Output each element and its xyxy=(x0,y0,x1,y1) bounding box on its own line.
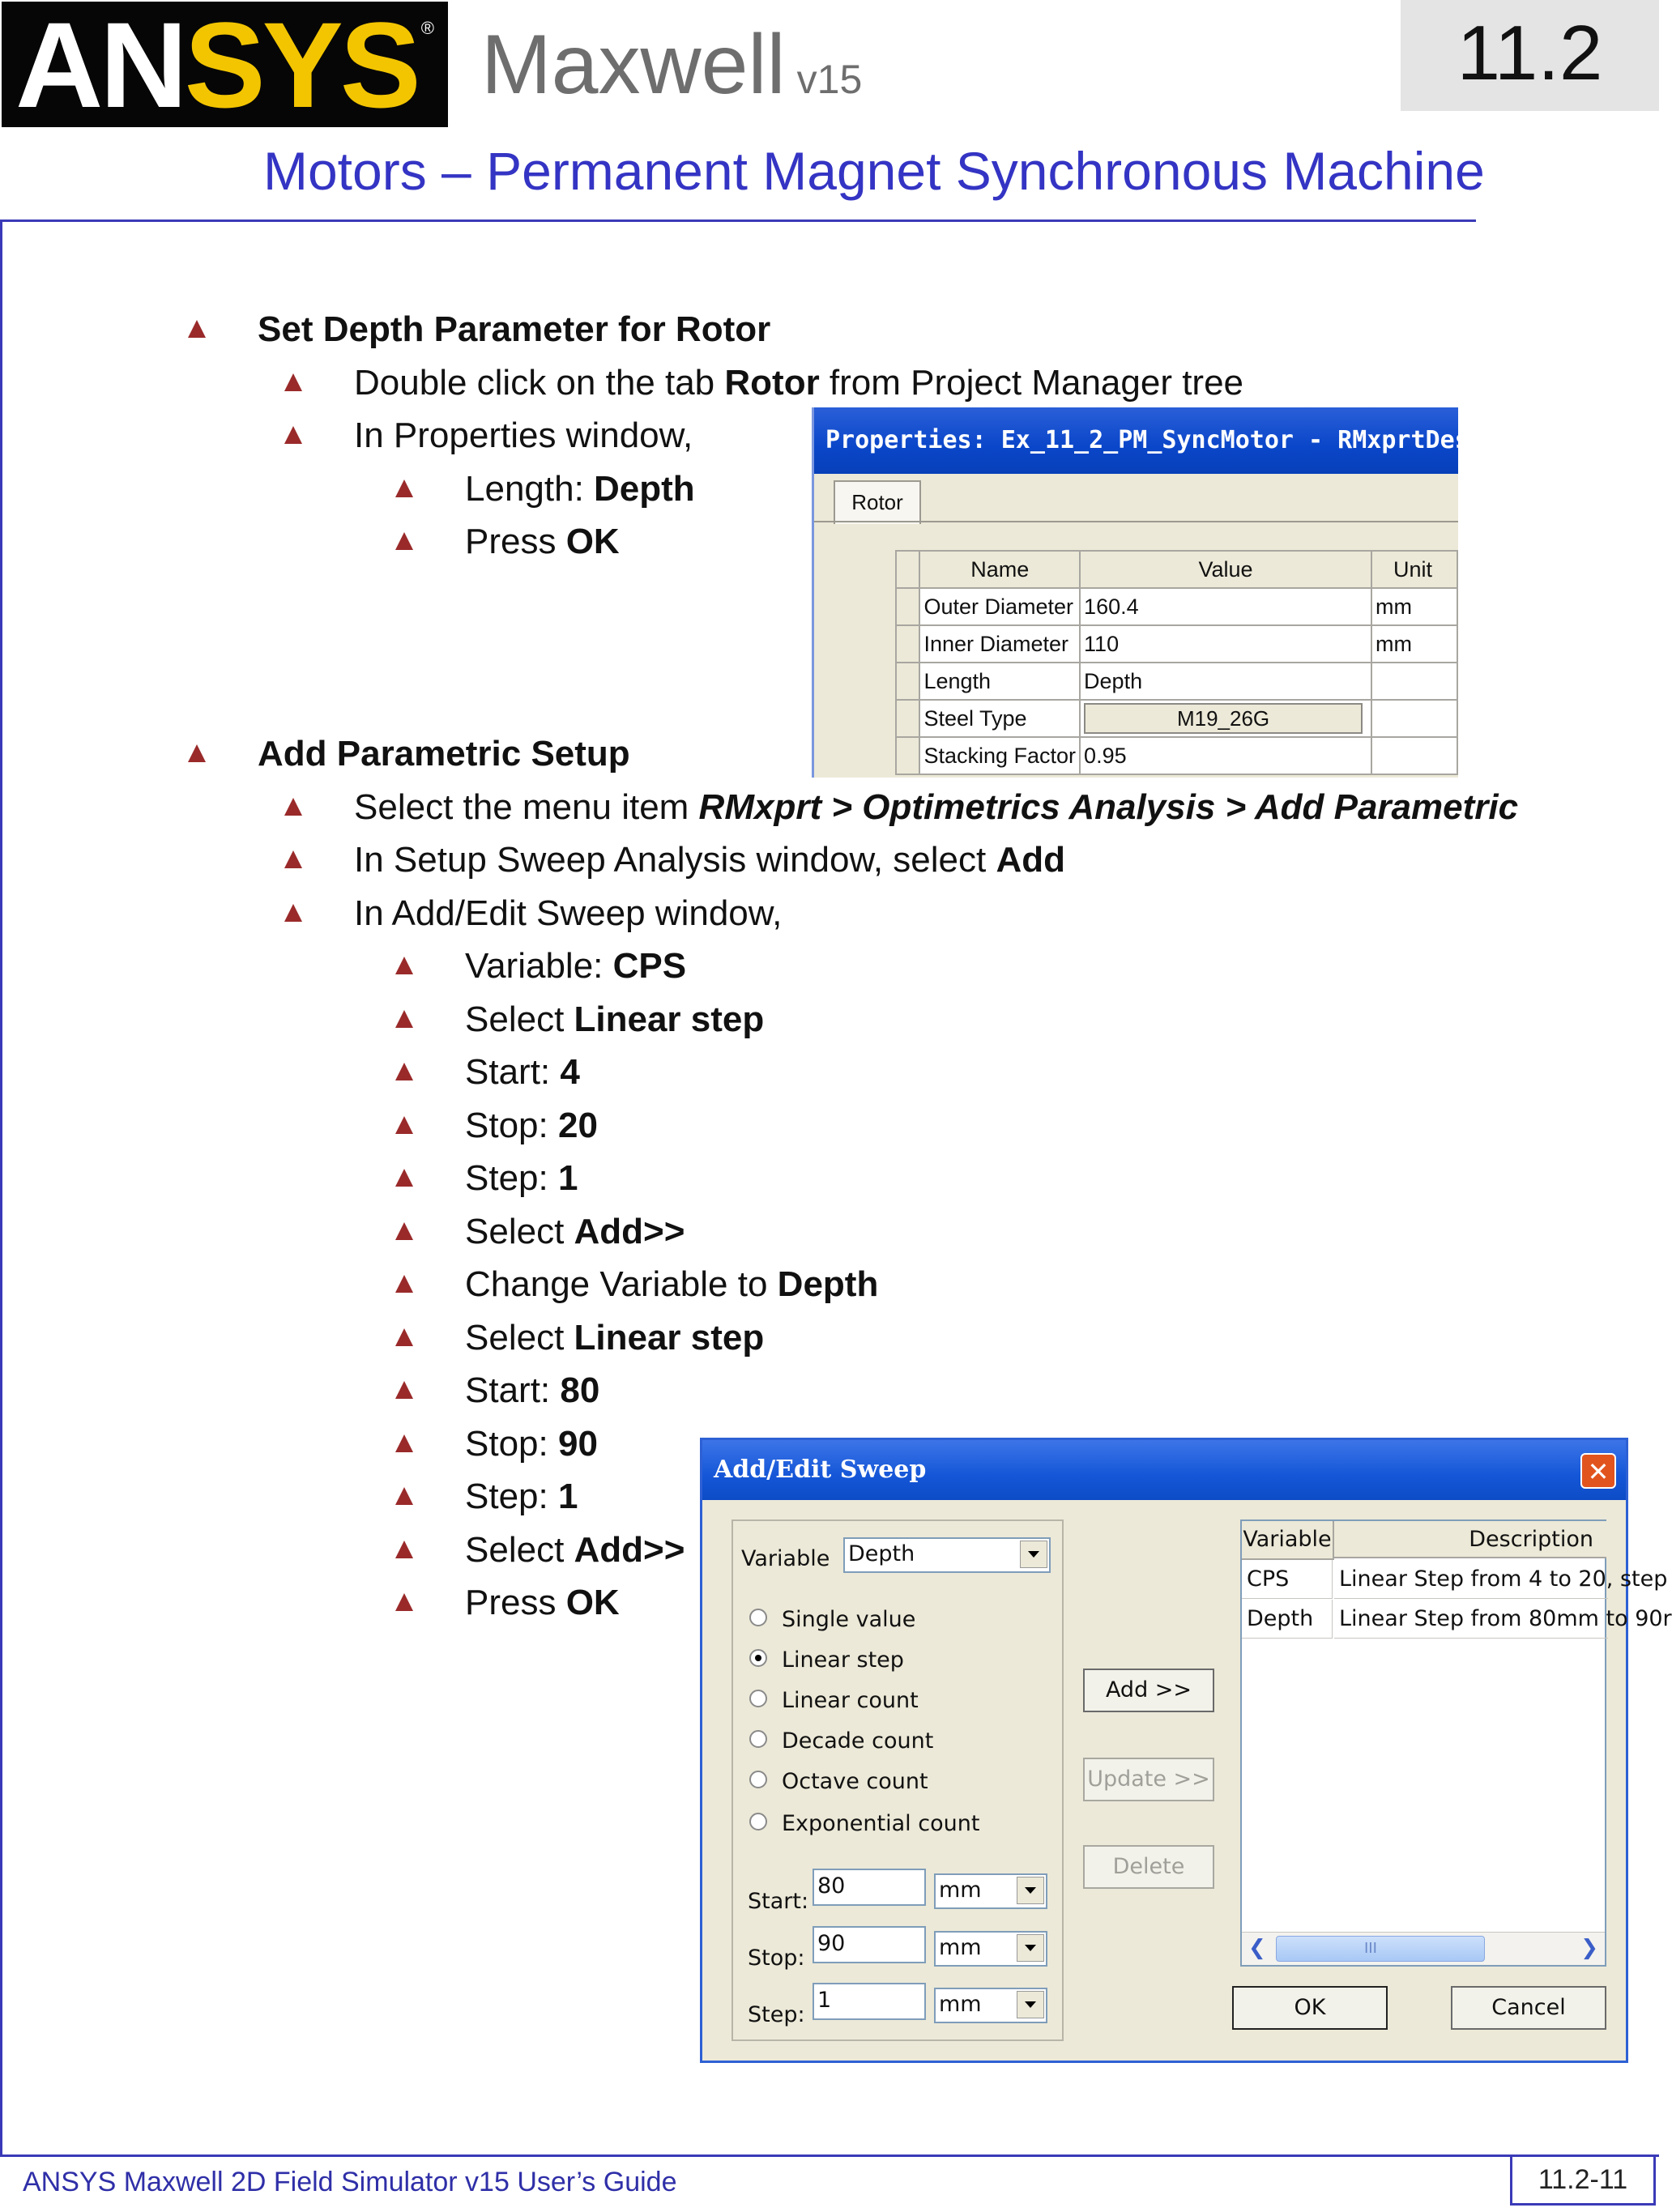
add-button[interactable]: Add >> xyxy=(1083,1669,1214,1712)
properties-window xyxy=(812,407,1528,778)
property-unit[interactable] xyxy=(1371,700,1457,737)
property-name: Stacking Factor xyxy=(919,737,1080,774)
ok-button[interactable]: OK xyxy=(1232,1986,1388,2030)
radio-single-value[interactable] xyxy=(749,1609,767,1626)
stop-unit-select[interactable] xyxy=(934,1931,1047,1967)
step-text: Change Variable to xyxy=(465,1264,778,1304)
column-header-description[interactable]: Description xyxy=(1334,1521,1606,1558)
update-button[interactable]: Update >> xyxy=(1083,1758,1214,1801)
radio-label[interactable]: Linear count xyxy=(782,1688,919,1713)
bullet-icon xyxy=(284,850,302,868)
ansys-logo xyxy=(2,0,448,133)
chevron-down-icon[interactable] xyxy=(1017,1877,1044,1904)
start-input[interactable]: 80 xyxy=(813,1869,926,1906)
property-name: Inner Diameter xyxy=(919,625,1080,663)
list-item-description[interactable]: Linear Step from 80mm to 90r xyxy=(1334,1600,1608,1639)
bullet-icon xyxy=(188,744,206,762)
property-value[interactable]: Depth xyxy=(1080,663,1371,700)
step-text-bold: Depth xyxy=(594,469,695,509)
tab-rotor[interactable]: Rotor xyxy=(834,480,921,524)
step-text-bold: 90 xyxy=(557,1424,598,1464)
step-properties-window xyxy=(354,418,693,454)
table-header-row xyxy=(896,551,1457,588)
sub-step xyxy=(465,1479,578,1515)
step-text: Press xyxy=(465,1583,566,1622)
unit-value: mm xyxy=(939,1935,982,1960)
sub-step xyxy=(465,1264,879,1304)
table-row[interactable] xyxy=(896,588,1457,625)
radio-label[interactable]: Single value xyxy=(782,1607,916,1632)
row-selector[interactable] xyxy=(896,737,919,774)
properties-title-bar[interactable]: Properties: Ex_11_2_PM_SyncMotor - RMxprtDesign1 xyxy=(814,407,1458,474)
footer-page-number: 11.2-11 xyxy=(1510,2154,1656,2206)
property-name: Outer Diameter xyxy=(919,588,1080,625)
logo-registered-mark: ® xyxy=(420,18,435,38)
step-text: In Add/Edit Sweep window, xyxy=(354,893,783,933)
step-label: Set Depth Parameter for Rotor xyxy=(258,309,771,349)
sub-step xyxy=(465,948,686,984)
steel-type-button[interactable]: M19_26G xyxy=(1084,703,1363,734)
bullet-icon xyxy=(395,1275,413,1293)
chevron-down-icon[interactable] xyxy=(1020,1541,1047,1568)
chevron-left-icon[interactable]: ❮ xyxy=(1248,1936,1266,1960)
step-label: Add Parametric Setup xyxy=(258,734,630,774)
step-add-parametric xyxy=(258,736,630,772)
step-text-bold: 4 xyxy=(560,1052,580,1092)
step-unit-select[interactable] xyxy=(934,1988,1047,2023)
sweep-list[interactable] xyxy=(1240,1519,1672,1967)
bullet-icon xyxy=(395,1063,413,1080)
step-text-bold: 1 xyxy=(557,1158,578,1198)
step-setup-sweep xyxy=(354,842,1065,878)
column-header-unit[interactable]: Unit xyxy=(1371,551,1457,588)
radio-decade-count[interactable] xyxy=(749,1730,767,1748)
bullet-icon xyxy=(395,532,413,550)
property-value-cell xyxy=(1080,700,1371,737)
radio-linear-count[interactable] xyxy=(749,1690,767,1707)
step-set-depth xyxy=(258,309,771,349)
step-label: Step: xyxy=(748,2002,805,2027)
step-add-edit-sweep xyxy=(354,893,783,933)
title-divider xyxy=(0,219,1476,222)
step-text-bold: Rotor xyxy=(724,363,820,403)
unit-value: mm xyxy=(939,1877,982,1903)
list-item-variable[interactable]: Depth xyxy=(1242,1600,1333,1639)
bullet-icon xyxy=(395,1222,413,1240)
step-text: Start: xyxy=(465,1052,561,1092)
step-text-bold: 1 xyxy=(557,1477,578,1516)
step-text: Select the menu item xyxy=(354,787,699,827)
scrollbar-thumb[interactable] xyxy=(1276,1936,1485,1962)
start-label: Start: xyxy=(748,1889,809,1914)
step-text: Stop: xyxy=(465,1106,558,1145)
product-version: v15 xyxy=(796,57,863,102)
row-selector[interactable] xyxy=(896,625,919,663)
step-text: In Setup Sweep Analysis window, select xyxy=(354,840,996,880)
left-border xyxy=(0,219,2,2155)
footer-guide-title: ANSYS Maxwell 2D Field Simulator v15 User’s Guide xyxy=(23,2167,677,2197)
step-text: Select xyxy=(465,1530,574,1570)
bullet-icon xyxy=(395,1487,413,1505)
sub-step xyxy=(465,1370,600,1410)
variable-select-value: Depth xyxy=(848,1541,915,1566)
bullet-icon xyxy=(395,1010,413,1028)
step-text: Stop: xyxy=(465,1424,558,1464)
chevron-down-icon[interactable] xyxy=(1017,1991,1044,2018)
property-value[interactable]: 160.4 xyxy=(1080,588,1371,625)
column-header-value[interactable]: Value xyxy=(1080,551,1371,588)
table-row[interactable] xyxy=(896,737,1457,774)
close-button[interactable]: ✕ xyxy=(1580,1453,1616,1489)
step-text: Step: xyxy=(465,1158,558,1198)
stop-input[interactable]: 90 xyxy=(813,1926,926,1963)
sub-step xyxy=(465,1052,580,1092)
step-text-bold: Depth xyxy=(777,1264,879,1304)
property-unit[interactable] xyxy=(1371,737,1457,774)
product-label: Maxwell xyxy=(481,18,786,112)
radio-label[interactable]: Octave count xyxy=(782,1769,928,1794)
property-unit[interactable] xyxy=(1371,663,1457,700)
column-header-variable[interactable]: Variable xyxy=(1242,1521,1334,1560)
step-text: Length: xyxy=(465,469,595,509)
step-menu-item xyxy=(354,787,1519,827)
cancel-button[interactable]: Cancel xyxy=(1451,1986,1606,2030)
radio-label[interactable]: Decade count xyxy=(782,1728,934,1754)
sub-step xyxy=(465,1108,598,1144)
step-text: In Properties window, xyxy=(354,416,693,455)
bullet-icon xyxy=(395,1116,413,1134)
step-input[interactable]: 1 xyxy=(813,1983,926,2020)
variable-label: Variable xyxy=(741,1546,830,1571)
step-text: Select xyxy=(465,1212,574,1251)
scroll-grip: III xyxy=(1364,1940,1377,1957)
bullet-icon xyxy=(395,1593,413,1611)
variable-select[interactable] xyxy=(843,1537,1051,1573)
column-header-name[interactable]: Name xyxy=(919,551,1080,588)
stop-label: Stop: xyxy=(748,1946,805,1971)
bullet-icon xyxy=(284,373,302,391)
step-text-bold: OK xyxy=(565,1583,620,1622)
product-name xyxy=(481,18,863,112)
page-title: Motors – Permanent Magnet Synchronous Machine xyxy=(263,141,1485,201)
step-text: Step: xyxy=(465,1477,558,1516)
bullet-icon xyxy=(284,798,302,816)
bullet-icon xyxy=(284,426,302,444)
property-value[interactable]: 110 xyxy=(1080,625,1371,663)
start-unit-select[interactable] xyxy=(934,1873,1047,1909)
step-text-bold: 20 xyxy=(557,1106,598,1145)
property-unit[interactable]: mm xyxy=(1371,625,1457,663)
sweep-title-bar[interactable]: Add/Edit Sweep xyxy=(702,1440,1626,1500)
step-text: Start: xyxy=(465,1370,561,1410)
chevron-right-icon[interactable]: ❯ xyxy=(1580,1936,1598,1960)
table-row[interactable] xyxy=(896,663,1457,700)
step-text-bold: Linear step xyxy=(574,999,765,1039)
step-text: Variable: xyxy=(465,946,613,986)
step-double-click xyxy=(354,365,1243,401)
property-value[interactable]: 0.95 xyxy=(1080,737,1371,774)
step-text: Press xyxy=(465,522,566,561)
step-text-bold: 80 xyxy=(560,1370,600,1410)
radio-linear-step[interactable] xyxy=(749,1649,767,1667)
radio-label[interactable]: Exponential count xyxy=(782,1811,980,1836)
radio-exponential-count[interactable] xyxy=(749,1813,767,1831)
step-text: Double click on the tab xyxy=(354,363,725,403)
radio-label[interactable]: Linear step xyxy=(782,1647,904,1673)
sub-step xyxy=(465,1158,578,1198)
step-text-bold: Add xyxy=(996,840,1065,880)
sub-step xyxy=(465,1585,620,1621)
radio-octave-count[interactable] xyxy=(749,1771,767,1788)
add-edit-sweep-window xyxy=(700,1438,1672,2063)
sub-step xyxy=(465,1426,598,1462)
bullet-icon xyxy=(395,1434,413,1452)
step-text-bold: OK xyxy=(565,522,620,561)
sub-step xyxy=(465,999,765,1039)
row-selector[interactable] xyxy=(896,700,919,737)
chevron-down-icon[interactable] xyxy=(1017,1934,1044,1962)
sub-step xyxy=(465,1214,685,1250)
bullet-icon xyxy=(395,1381,413,1399)
step-text-bold: CPS xyxy=(612,946,687,986)
logo-text-an: AN xyxy=(15,0,185,133)
bullet-icon xyxy=(395,1169,413,1187)
step-text-bold: Linear step xyxy=(574,1318,765,1357)
step-text-bold-italic: RMxprt > Optimetrics Analysis > Add Parametric xyxy=(698,787,1519,827)
step-press-ok xyxy=(465,524,620,560)
sub-step xyxy=(465,1320,764,1356)
step-text: from Project Manager tree xyxy=(819,363,1244,403)
unit-value: mm xyxy=(939,1992,982,2017)
bullet-icon xyxy=(284,904,302,922)
property-unit[interactable]: mm xyxy=(1371,588,1457,625)
sub-step xyxy=(465,1532,685,1568)
delete-button[interactable]: Delete xyxy=(1083,1845,1214,1889)
step-text-bold: Add>> xyxy=(574,1212,685,1251)
step-length xyxy=(465,471,695,507)
property-name: Length xyxy=(919,663,1080,700)
list-item-variable[interactable]: CPS xyxy=(1242,1560,1333,1599)
bullet-icon xyxy=(395,1541,413,1558)
logo-text-sys: SYS xyxy=(184,0,418,133)
step-text: Select xyxy=(465,999,574,1039)
bullet-icon xyxy=(188,320,206,338)
property-name: Steel Type xyxy=(919,700,1080,737)
footer-divider xyxy=(0,2154,1659,2157)
tab-divider xyxy=(814,521,1458,522)
chapter-number: 11.2 xyxy=(1457,10,1603,96)
step-text: Select xyxy=(465,1318,574,1357)
table-row[interactable] xyxy=(896,625,1457,663)
bullet-icon xyxy=(395,1328,413,1346)
row-header-corner xyxy=(896,551,919,588)
row-selector[interactable] xyxy=(896,663,919,700)
bullet-icon xyxy=(395,957,413,974)
bullet-icon xyxy=(395,479,413,497)
row-selector[interactable] xyxy=(896,588,919,625)
properties-table xyxy=(895,550,1458,775)
table-row[interactable] xyxy=(896,700,1457,737)
horizontal-scrollbar[interactable] xyxy=(1242,1932,1605,1965)
list-item-description[interactable]: Linear Step from 4 to 20, step xyxy=(1334,1560,1608,1599)
step-text-bold: Add>> xyxy=(574,1530,685,1570)
